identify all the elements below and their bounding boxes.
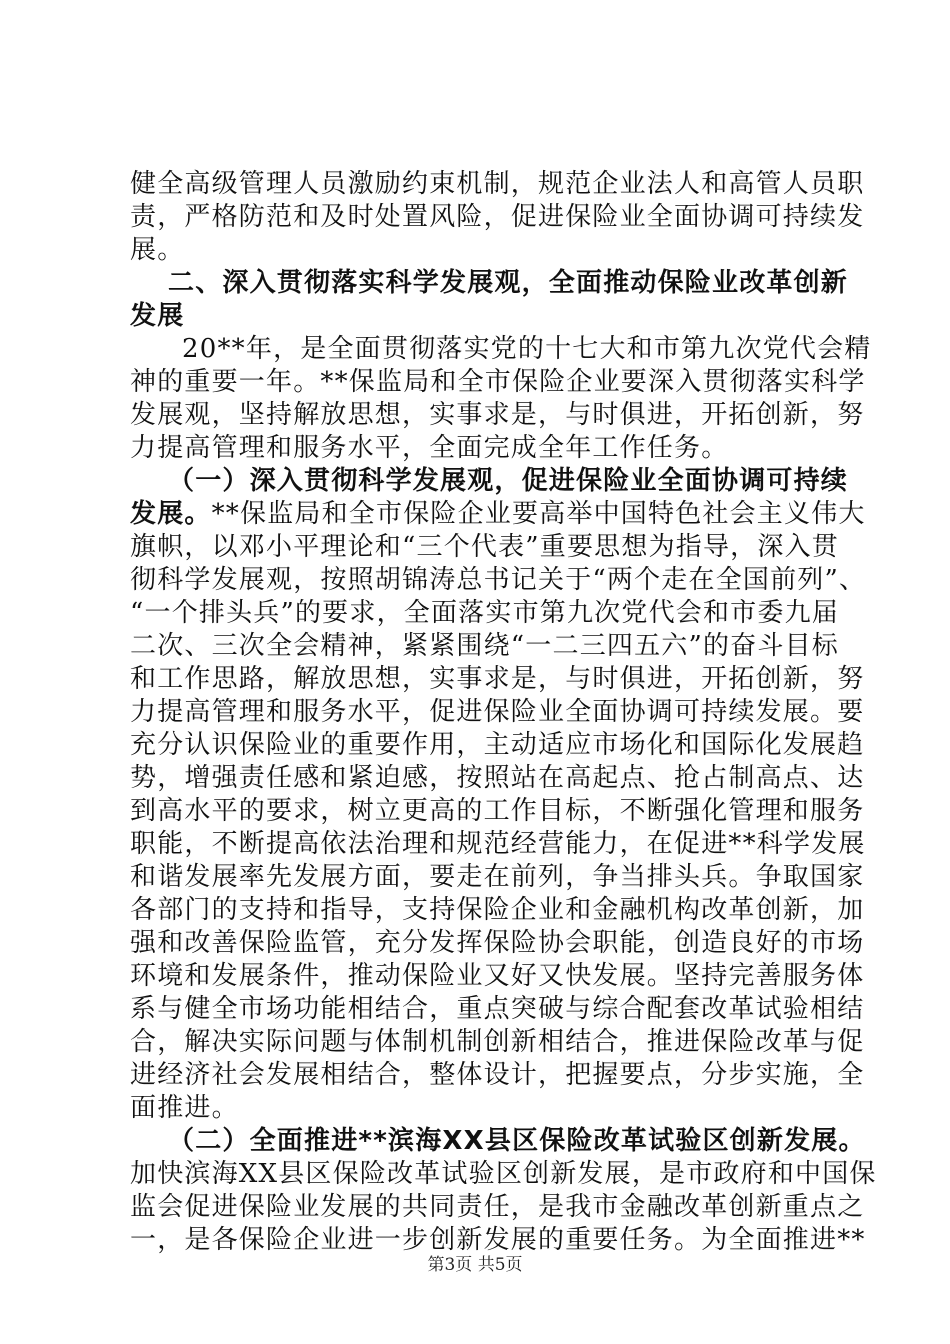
body-line: 责，严格防范和及时处置风险，促进保险业全面协调可持续发 — [130, 202, 865, 232]
body-text: **保监局和全市保险企业要高举中国特色社会主义伟大 — [211, 499, 866, 529]
body-line — [130, 498, 866, 531]
body-line: 力提高管理和服务水平，促进保险业全面协调可持续发展。要 — [130, 697, 865, 727]
section-heading: 二、深入贯彻落实科学发展观，全面推动保险业改革创新 — [168, 268, 849, 298]
body-line: 力提高管理和服务水平，全面完成全年工作任务。 — [130, 433, 729, 463]
body-line: 健全高级管理人员激励约束机制，规范企业法人和高管人员职 — [130, 169, 865, 199]
body-line: 和谐发展率先发展方面，要走在前列，争当排头兵。争取国家 — [130, 862, 865, 892]
body-line: 进经济社会发展相结合，整体设计，把握要点，分步实施，全 — [130, 1060, 865, 1090]
body-line: 旗帜，以邓小平理论和“三个代表”重要思想为指导，深入贯 — [130, 532, 839, 562]
body-line: 展。 — [130, 235, 185, 265]
body-line: 监会促进保险业发展的共同责任，是我市金融改革创新重点之 — [130, 1192, 865, 1222]
subsection-heading: （一）深入贯彻科学发展观，促进保险业全面协调可持续 — [168, 466, 849, 496]
section-heading-cont: 发展 — [130, 301, 185, 331]
body-line: “一个排头兵”的要求，全面落实市第九次党代会和市委九届 — [130, 598, 839, 628]
body-line: 和工作思路，解放思想，实事求是，与时俱进，开拓创新，努 — [130, 664, 865, 694]
body-line: 到高水平的要求，树立更高的工作目标，不断强化管理和服务 — [130, 796, 865, 826]
body-line: 一，是各保险企业进一步创新发展的重要任务。为全面推进** — [130, 1225, 866, 1255]
body-line: 加快滨海XX县区保险改革试验区创新发展，是市政府和中国保 — [130, 1159, 877, 1189]
subsection-heading-cont: 发展。 — [130, 499, 212, 529]
body-line: 神的重要一年。**保监局和全市保险企业要深入贯彻落实科学 — [130, 367, 866, 397]
body-line: 面推进。 — [130, 1093, 239, 1123]
body-line: 势，增强责任感和紧迫感，按照站在高起点、抢占制高点、达 — [130, 763, 865, 793]
body-line: 环境和发展条件，推动保险业又好又快发展。坚持完善服务体 — [130, 961, 865, 991]
document-body — [130, 168, 877, 1257]
body-line: 二次、三次全会精神，紧紧围绕“一二三四五六”的奋斗目标 — [130, 631, 839, 661]
page-footer: 第3页 共5页 — [427, 1255, 523, 1275]
body-line: 彻科学发展观，按照胡锦涛总书记关于“两个走在全国前列”、 — [130, 565, 867, 595]
body-line: 系与健全市场功能相结合，重点突破与综合配套改革试验相结 — [130, 994, 865, 1024]
body-line: 20**年，是全面贯彻落实党的十七大和市第九次党代会精 — [182, 334, 872, 364]
body-line: 各部门的支持和指导，支持保险企业和金融机构改革创新，加 — [130, 895, 865, 925]
body-line: 职能，不断提高依法治理和规范经营能力，在促进**科学发展 — [130, 829, 866, 859]
body-line: 发展观，坚持解放思想，实事求是，与时俱进，开拓创新，努 — [130, 400, 865, 430]
subsection-heading: （二）全面推进**滨海XX县区保险改革试验区创新发展。 — [168, 1126, 866, 1156]
body-line: 强和改善保险监管，充分发挥保险协会职能，创造良好的市场 — [130, 928, 865, 958]
body-line: 合，解决实际问题与体制机制创新相结合，推进保险改革与促 — [130, 1027, 865, 1057]
body-line: 充分认识保险业的重要作用，主动适应市场化和国际化发展趋 — [130, 730, 865, 760]
